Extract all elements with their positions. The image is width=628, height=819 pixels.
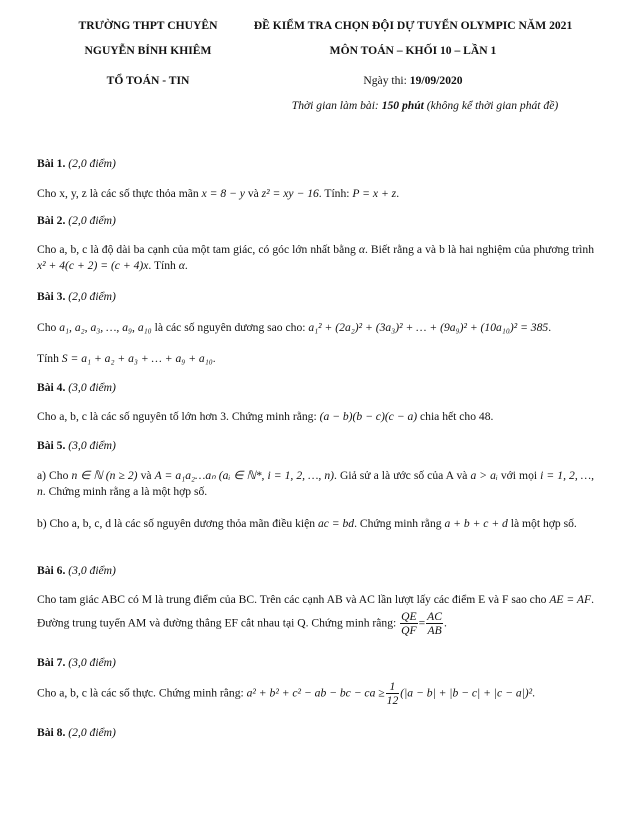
question-1-text: Cho x, y, z là các số thực thỏa mãn x = 8 − y và z² = xy − 16. Tính: P = x + z. bbox=[37, 187, 400, 200]
question-7-text: Cho a, b, c là các số thực. Chứng minh rằng: a² + b² + c² − ab − bc − ca ≥ $\frac{1}{12}$ (|a − b| + |b − c| + |c − a|)². bbox=[37, 680, 536, 708]
question-6-equation: AE = AF bbox=[549, 593, 592, 606]
question-5a-index: i = 1, 2, …, n bbox=[37, 469, 594, 498]
question-4-heading bbox=[37, 380, 594, 396]
question-6-fraction-left bbox=[400, 610, 417, 638]
school-name-line1: TRƯỜNG THPT CHUYÊN bbox=[78, 19, 218, 32]
question-6-numerator-left: QE bbox=[401, 609, 417, 623]
question-1-title: Bài 1. bbox=[37, 157, 66, 170]
question-8-heading bbox=[37, 725, 594, 741]
question-7-left-side: a² + b² + c² − ab − bc − ca ≥ bbox=[246, 686, 385, 700]
question-6-intro: Cho tam giác ABC có M là trung điểm của BC. Trên các cạnh AB và AC lần lượt lấy các điểm E và F sao cho bbox=[37, 593, 550, 606]
question-3-ask: Tính S = a₁ + a₂ + a₃ + … + a₉ + a₁₀. bbox=[37, 352, 216, 365]
question-7-right-side: (|a − b| + |b − c| + |c − a|)² bbox=[400, 686, 533, 700]
question-6-denominator-left: QF bbox=[401, 623, 417, 637]
question-3-title: Bài 3. bbox=[37, 290, 66, 303]
question-2-title: Bài 2. bbox=[37, 214, 66, 227]
question-3-points: (2,0 điểm) bbox=[68, 290, 116, 303]
exam-duration-label: Thời gian làm bài: bbox=[291, 99, 382, 112]
question-5a-intro: a) Cho bbox=[37, 469, 72, 482]
question-5b-sum: a + b + c + d bbox=[444, 517, 508, 530]
exam-date bbox=[238, 73, 588, 89]
question-1-heading bbox=[37, 156, 594, 172]
question-2-condition: . Biết rằng a và b là hai nghiệm của phương trình bbox=[364, 243, 594, 256]
question-6-equals: = bbox=[418, 616, 426, 630]
exam-subject: MÔN TOÁN – KHỐI 10 – LẦN 1 bbox=[329, 44, 497, 57]
question-3-text: Cho a₁, a₂, a₃, …, a₉, a₁₀ là các số nguyên dương sao cho: a₁² + (2a₂)² + (3a₃)² + … + (9a₉)² + (10a₁₀)² = 385. bbox=[37, 321, 552, 334]
question-5a-product: A = a₁a₂…aₙ (aᵢ ∈ ℕ*, i = 1, 2, …, n) bbox=[154, 469, 335, 482]
question-6-ask: . Đường trung tuyến AM và đường thẳng EF cắt nhau tại Q. Chứng minh rằng: bbox=[37, 593, 594, 630]
question-3-sequence: a₁, a₂, a₃, …, a₉, a₁₀ bbox=[59, 321, 152, 334]
question-7-heading bbox=[37, 655, 594, 671]
question-6-title: Bài 6. bbox=[37, 564, 66, 577]
question-3-intro: Cho bbox=[37, 321, 60, 334]
question-2-equation: x² + 4(c + 2) = (c + 4)x bbox=[37, 258, 149, 272]
question-2-heading bbox=[37, 213, 594, 229]
question-6-denominator-right: AB bbox=[427, 623, 442, 637]
question-5b-ask: . Chứng minh rằng bbox=[354, 517, 445, 530]
question-6-text: Cho tam giác ABC có M là trung điểm của BC. Trên các cạnh AB và AC lần lượt lấy các điểm E và F sao cho AE = AF. Đường trung tuyến AM và đường thẳng EF cắt nhau tại Q. Chứng minh rằng: $\frac{QE}{QF}$ = $\frac{AC}{AB}$ . bbox=[37, 593, 594, 637]
question-1-target: P = x + z bbox=[352, 187, 397, 200]
question-5b-claim: là một hợp số. bbox=[507, 517, 577, 530]
question-5a-n: n ∈ ℕ (n ≥ 2) bbox=[71, 469, 138, 482]
question-5a-condition: . Giả sử a là ước số của A và bbox=[334, 469, 471, 482]
exam-duration-note: (không kể thời gian phát đề) bbox=[423, 99, 559, 112]
question-4-claim: chia hết cho 48. bbox=[417, 410, 494, 423]
question-1-and: và bbox=[244, 187, 262, 200]
exam-duration bbox=[250, 98, 600, 114]
question-2-target: α bbox=[178, 258, 185, 272]
question-3-condition: là các số nguyên dương sao cho: bbox=[151, 321, 309, 334]
question-2-ask: . Tính bbox=[148, 258, 179, 272]
question-2-points: (2,0 điểm) bbox=[68, 214, 116, 227]
question-5-title: Bài 5. bbox=[37, 439, 66, 452]
question-7-points: (3,0 điểm) bbox=[68, 656, 116, 669]
question-8-title: Bài 8. bbox=[37, 726, 66, 739]
question-1-equation-1: x = 8 − y bbox=[201, 187, 245, 200]
exam-title: ĐỀ KIỂM TRA CHỌN ĐỘI DỰ TUYỂN OLYMPIC NĂM 2021 bbox=[253, 19, 573, 32]
exam-duration-value: 150 phút bbox=[381, 99, 424, 112]
department-name: TỔ TOÁN - TIN bbox=[106, 74, 190, 87]
question-7-denominator: 12 bbox=[386, 694, 399, 708]
question-2-angle: α bbox=[358, 243, 365, 256]
question-4-text bbox=[37, 409, 594, 425]
question-3-sum: S = a₁ + a₂ + a₃ + … + a₉ + a₁₀ bbox=[61, 352, 213, 365]
question-1-intro: Cho x, y, z là các số thực thỏa mãn bbox=[37, 187, 202, 200]
question-5-heading bbox=[37, 438, 594, 454]
question-8-points: (2,0 điểm) bbox=[68, 726, 116, 739]
exam-date-value: 19/09/2020 bbox=[409, 74, 463, 87]
question-5a-text bbox=[37, 468, 594, 499]
question-2-text: Cho a, b, c là độ dài ba cạnh của một tam giác, có góc lớn nhất bằng α. Biết rằng a và b là hai nghiệm của phương trình x² + 4(c + 2) = (c + 4)x. Tính α. bbox=[37, 243, 594, 272]
question-1-equation-2: z² = xy − 16 bbox=[261, 187, 319, 200]
question-7-fraction bbox=[386, 680, 400, 708]
question-4-title: Bài 4. bbox=[37, 381, 66, 394]
question-6-points: (3,0 điểm) bbox=[68, 564, 116, 577]
question-6-fraction-right bbox=[426, 610, 443, 638]
school-name-line2: NGUYỄN BỈNH KHIÊM bbox=[84, 44, 212, 57]
question-5a-inequality: a > aᵢ bbox=[470, 469, 498, 482]
question-4-intro: Cho a, b, c là các số nguyên tố lớn hơn 3. Chứng minh rằng: bbox=[37, 410, 320, 423]
question-5b-equation: ac = bd bbox=[317, 517, 355, 530]
question-6-numerator-right: AC bbox=[427, 609, 442, 623]
question-5-points: (3,0 điểm) bbox=[68, 439, 116, 452]
question-3-heading bbox=[37, 289, 594, 305]
question-3-ask-label: Tính bbox=[37, 352, 62, 365]
question-5b-text bbox=[37, 516, 594, 532]
question-4-expression: (a − b)(b − c)(c − a) bbox=[319, 410, 418, 423]
question-7-intro: Cho a, b, c là các số thực. Chứng minh rằng: bbox=[37, 686, 247, 700]
question-7-numerator: 1 bbox=[386, 680, 400, 694]
question-3-equation: a₁² + (2a₂)² + (3a₃)² + … + (9a₉)² + (10a₁₀)² = 385 bbox=[308, 321, 549, 334]
question-2-intro: Cho a, b, c là độ dài ba cạnh của một tam giác, có góc lớn nhất bằng bbox=[37, 243, 359, 256]
question-5a-forall: với mọi bbox=[497, 469, 541, 482]
question-7-title: Bài 7. bbox=[37, 656, 66, 669]
question-1-points: (2,0 điểm) bbox=[68, 157, 116, 170]
question-5a-claim: . Chứng minh rằng a là một hợp số. bbox=[42, 484, 208, 498]
question-5b-intro: b) Cho a, b, c, d là các số nguyên dương thỏa mãn điều kiện bbox=[37, 517, 318, 530]
question-5a-and: và bbox=[137, 469, 155, 482]
question-1-ask: . Tính: bbox=[318, 187, 353, 200]
question-4-points: (3,0 điểm) bbox=[68, 381, 116, 394]
question-6-heading bbox=[37, 563, 594, 579]
exam-date-label: Ngày thi: bbox=[363, 74, 410, 87]
